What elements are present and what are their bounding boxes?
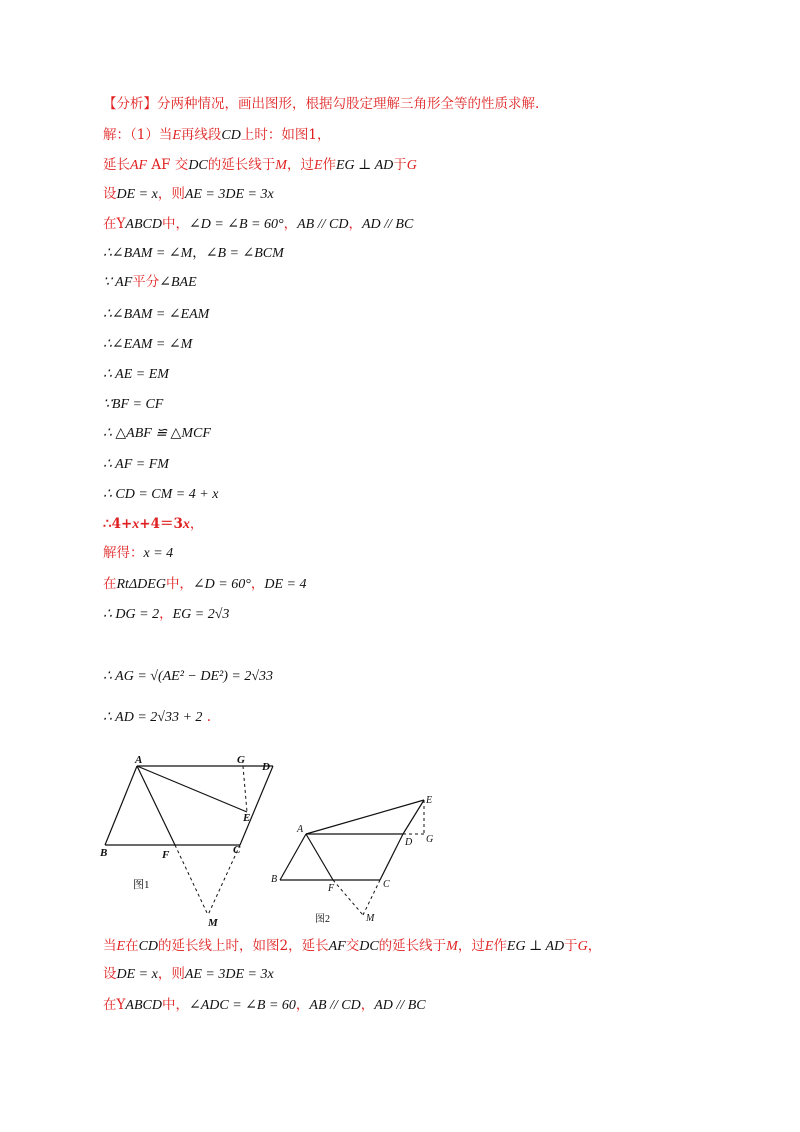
math-expression: ∴ AF = FM	[103, 457, 169, 472]
equation-line	[103, 515, 203, 534]
math-expression: DE = x	[116, 967, 158, 982]
math-expression: CD	[221, 128, 241, 143]
proof-step	[103, 667, 273, 686]
text-segment: 设	[103, 966, 117, 982]
math-expression: ∴ DG = 2	[103, 607, 160, 622]
math-expression: ∠BAE	[159, 275, 197, 290]
math-expression: EG = 2√3	[172, 607, 230, 622]
fig1-label-B: B	[100, 847, 108, 859]
math-expression: E	[172, 128, 181, 143]
math-expression: ∴ CD = CM = 4 + x	[103, 487, 219, 502]
text-segment: 在	[125, 938, 139, 954]
text-segment: 交	[345, 938, 360, 954]
math-expression: M	[446, 939, 458, 954]
text-segment: 中，	[165, 576, 193, 592]
text-segment: 在Y	[103, 216, 126, 232]
text-segment: .	[202, 709, 211, 725]
proof-step	[103, 244, 284, 263]
text-segment: 于	[564, 938, 578, 954]
parallelogram-props-line	[103, 215, 413, 234]
text-segment: ，	[283, 216, 298, 232]
math-expression: E	[116, 939, 126, 954]
math-expression: x = 4	[143, 546, 174, 561]
text-segment: ，	[250, 576, 265, 592]
fig2-label-G: G	[426, 834, 434, 845]
fig1-label-A: A	[135, 754, 143, 766]
text-segment: 延长	[103, 157, 130, 173]
text-segment: 作	[322, 157, 336, 173]
fig1-label-F: F	[162, 849, 170, 861]
text-segment: 于	[393, 157, 407, 173]
math-expression: EG ⊥ AD	[506, 939, 565, 954]
math-expression: ∴ AG = √(AE² − DE²) = 2√33	[103, 669, 274, 684]
math-expression: ∠D = 60°	[192, 577, 251, 592]
math-expression: RtΔDEG	[116, 577, 166, 592]
math-expression: AF	[328, 939, 346, 954]
math-expression: ∠D = ∠B = 60°	[188, 217, 284, 232]
text-segment: ，	[348, 216, 362, 232]
text-segment: 中，	[161, 216, 189, 232]
math-expression: ∠B = ∠BCM	[205, 246, 284, 261]
math-expression: E	[313, 158, 323, 173]
proof-step	[103, 395, 163, 414]
math-expression: AF	[130, 158, 148, 173]
proof-step	[103, 455, 169, 474]
triangle-line	[103, 575, 306, 594]
text-segment: 当	[103, 938, 117, 954]
text-segment: ，	[295, 997, 310, 1013]
fig2-label-C: C	[383, 879, 390, 890]
math-expression: M	[275, 158, 287, 173]
math-expression: CD	[138, 939, 159, 954]
math-expression: AD // BC	[374, 998, 426, 1013]
fig2-label-D: D	[405, 837, 413, 848]
proof-step	[103, 605, 229, 624]
math-expression: x	[132, 517, 140, 532]
text-segment: AF 交	[147, 157, 189, 173]
math-expression: ABCD	[125, 998, 162, 1013]
fig1-caption: 图1	[133, 879, 150, 891]
fig1-label-C: C	[233, 844, 241, 856]
math-expression: AB // CD	[297, 217, 349, 232]
math-expression: E	[484, 939, 494, 954]
text-segment: 解得：	[103, 545, 144, 561]
proof-step	[103, 335, 192, 354]
proof-step	[103, 424, 211, 443]
fig2-label-M: M	[366, 913, 375, 924]
fig1-label-G: G	[237, 754, 245, 766]
text-segment: 的延长线上时，如图2，延长	[158, 938, 329, 954]
figure-2	[268, 790, 448, 930]
figure-1	[95, 750, 278, 930]
fig2-caption: 图2	[315, 914, 330, 925]
text-segment: ∴4+	[103, 516, 133, 532]
math-expression: ∴ △ABF ≌ △MCF	[103, 426, 211, 441]
proof-step	[103, 273, 197, 292]
text-segment: 再线段	[180, 127, 222, 143]
fig2-label-B: B	[271, 874, 278, 885]
text-segment: ，则	[157, 186, 185, 202]
parallelogram-props-line-2	[103, 996, 426, 1015]
math-expression: ∠ADC = ∠B = 60	[188, 998, 296, 1013]
math-expression: ∵ AF	[103, 275, 133, 290]
construction-line	[103, 156, 417, 175]
proof-step	[103, 485, 218, 504]
math-expression: DE = x	[116, 187, 158, 202]
fig2-label-E: E	[426, 795, 433, 806]
fig1-label-E: E	[243, 812, 251, 824]
text-segment: 中，	[161, 997, 189, 1013]
text-segment: 的延长线于	[207, 157, 276, 173]
math-expression: x	[182, 517, 190, 532]
text-segment: ，	[587, 938, 602, 954]
solution-case1-line	[103, 126, 330, 145]
text-segment: 在Y	[103, 997, 126, 1013]
math-expression: ABCD	[125, 217, 162, 232]
text-segment: ，	[189, 516, 204, 532]
math-expression: G	[406, 158, 417, 173]
text-segment: 设	[103, 186, 117, 202]
fig2-label-A: A	[297, 824, 304, 835]
math-expression: G	[577, 939, 588, 954]
text-segment: ，	[360, 997, 375, 1013]
let-variable-line	[103, 185, 274, 204]
math-expression: ∴∠BAM = ∠M	[103, 246, 193, 261]
text-segment: ，过	[286, 157, 314, 173]
math-expression: AD // BC	[361, 217, 414, 232]
math-expression: EG ⊥ AD	[336, 158, 394, 173]
math-expression: ∴∠BAM = ∠EAM	[103, 307, 210, 322]
fig1-label-M: M	[208, 917, 218, 929]
text-segment: ，	[192, 245, 206, 261]
math-expression: DE = 4	[264, 577, 307, 592]
analysis-line	[103, 95, 539, 113]
text-segment: ，	[159, 606, 173, 622]
math-expression: AE = 3DE = 3x	[184, 187, 274, 202]
math-expression: ∴∠EAM = ∠M	[103, 337, 193, 352]
text-segment: 在	[103, 576, 117, 592]
math-expression: AE = 3DE = 3x	[184, 967, 274, 982]
fig1-label-D: D	[262, 761, 270, 773]
result-line	[103, 708, 211, 727]
solution-case2-line	[103, 937, 601, 956]
math-expression: ∵BF = CF	[103, 397, 164, 412]
text-segment: +4＝3	[139, 516, 183, 532]
fig2-label-F: F	[328, 883, 335, 894]
math-expression: DC	[188, 158, 208, 173]
text-segment: 【分析】分两种情况，画出图形，根据勾股定理解三角形全等的性质求解.	[103, 96, 540, 112]
proof-step	[103, 305, 209, 324]
math-expression: DC	[359, 939, 379, 954]
text-segment: ，则	[157, 966, 185, 982]
text-segment: 的延长线于	[378, 938, 447, 954]
math-expression: ∴ AD = 2√33 + 2	[103, 710, 203, 725]
text-segment: 作	[493, 938, 507, 954]
solve-line	[103, 544, 173, 563]
math-expression: ∴ AE = EM	[103, 367, 169, 382]
let-variable-line-2	[103, 965, 274, 984]
text-segment: 平分	[132, 274, 160, 290]
text-segment: ，过	[457, 938, 485, 954]
math-expression: AB // CD	[309, 998, 361, 1013]
text-segment: 解：（1）当	[103, 127, 173, 143]
text-segment: 上时：如图1，	[240, 127, 331, 143]
proof-step	[103, 365, 169, 384]
